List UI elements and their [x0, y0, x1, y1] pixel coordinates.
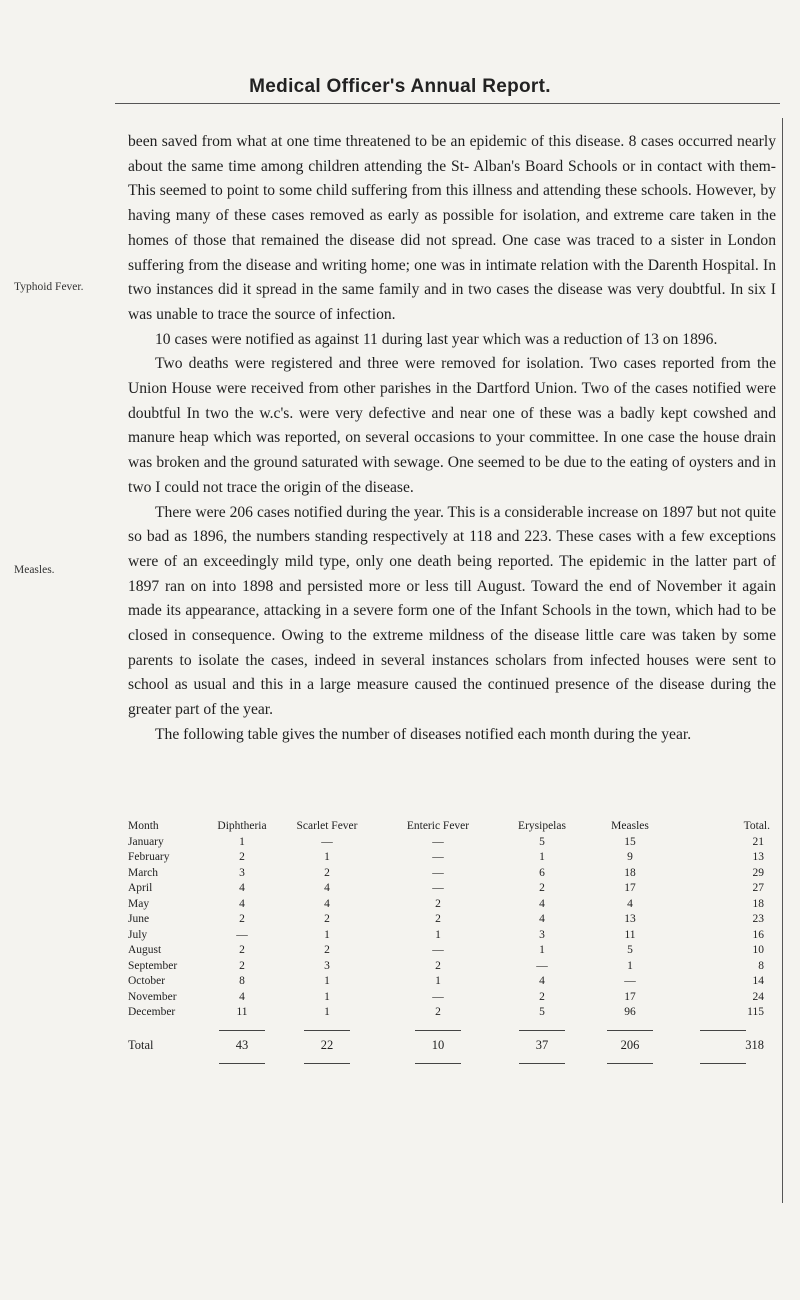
- rule-cell: [128, 1021, 212, 1037]
- monthly-notifications-table: [128, 819, 776, 1069]
- total-cell: 206: [620, 1038, 640, 1052]
- table-row: [128, 990, 776, 1006]
- table-row: [128, 974, 776, 990]
- paragraph: Two deaths were registered and three were removed for isolation. Two cases reported from the Union House were received from other parishes in the Dartford Union. Two of the cases notified were doubtful In two the w.c's. were very defective and near one of these was a badly kept cowshed and manure heap which was reported, on several occasions to your committee. In one case the house drain was broken and the ground saturated with sewage. One seemed to be due to the eating of oysters and in two I could not trace the origin of the disease.: [128, 355, 776, 496]
- month-cell: December: [128, 1006, 176, 1018]
- underline: [219, 1063, 265, 1064]
- paragraph: The following table gives the number of diseases notified each month during the year.: [155, 725, 692, 743]
- table-cell: 11: [624, 928, 636, 941]
- table-cell: —: [432, 851, 444, 863]
- rule-cell: [128, 1054, 212, 1070]
- column-header: Diphtheria: [217, 820, 267, 832]
- table-cell: 2: [435, 913, 441, 925]
- underline: [219, 1030, 265, 1031]
- table-row: [128, 835, 776, 851]
- table-cell: 16: [752, 928, 764, 941]
- margin-note-measles: Measles.: [14, 564, 55, 576]
- table-cell: 4: [324, 897, 330, 910]
- underline: [415, 1063, 461, 1064]
- paragraph: 10 cases were notified as against 11 during last year which was a reduction of 13 on 1896.: [155, 330, 718, 348]
- table-cell: 4: [239, 882, 245, 894]
- table-row: [128, 881, 776, 897]
- table-cell: 8: [239, 975, 245, 987]
- table-cell: 14: [752, 975, 764, 987]
- total-cell: 10: [431, 1038, 445, 1052]
- paragraph: been saved from what at one time threatened to be an epidemic of this disease. 8 cases occurred nearly about the same time among children attending the St- Alban's Board Schools or in contact with them- This seemed to point to some child suffering from this illness and attending these schools. However, by having many of these cases removed as early as possible for isolation, and extreme care taken in the homes of those that remained the disease did not spread. One case was traced to a sister in London suffering from the disease and writing home; one was in intimate relation with the Darenth Hospital. In two instances did it spread in the same family and in two cases the disease was very doubtful. In six I was unable to trace the source of infection.: [128, 133, 776, 323]
- table-cell: 1: [539, 944, 545, 956]
- table-cell: —: [236, 928, 248, 941]
- table-cell: 2: [239, 913, 245, 925]
- table-cell: 10: [752, 944, 764, 956]
- underline: [700, 1030, 746, 1031]
- rule-cell: [590, 1054, 670, 1070]
- table-cell: 1: [539, 851, 545, 863]
- rule-cell: [382, 1054, 494, 1070]
- table-cell: 17: [624, 882, 636, 894]
- margin-note-typhoid: Typhoid Fever.: [14, 281, 84, 293]
- table-row: [128, 912, 776, 928]
- underline: [415, 1030, 461, 1031]
- rule-cell: [494, 1021, 590, 1037]
- underline: [700, 1063, 746, 1064]
- total-cell: 318: [745, 1038, 764, 1052]
- column-header: Enteric Fever: [406, 820, 470, 832]
- table-cell: 1: [324, 975, 330, 987]
- underline: [304, 1063, 350, 1064]
- table-cell: —: [432, 882, 444, 894]
- table-cell: —: [624, 975, 636, 987]
- table-cell: 17: [624, 990, 636, 1003]
- month-cell: February: [128, 851, 170, 863]
- table-cell: 1: [324, 1006, 330, 1018]
- table-cell: —: [432, 990, 444, 1003]
- rule-cell: [670, 1021, 776, 1037]
- table-cell: —: [536, 959, 548, 972]
- table-cell: 18: [624, 866, 636, 879]
- column-header: Measles: [611, 820, 649, 832]
- table-cell: 115: [747, 1006, 764, 1018]
- total-cell: 43: [235, 1038, 249, 1052]
- underline: [304, 1030, 350, 1031]
- table-cell: 96: [624, 1006, 636, 1018]
- column-header: Erysipelas: [518, 820, 566, 832]
- table-row: [128, 959, 776, 975]
- table-cell: 2: [435, 1006, 441, 1018]
- month-cell: June: [128, 913, 150, 925]
- table-cell: 4: [627, 897, 633, 910]
- table-row: [128, 1005, 776, 1021]
- column-header: Total.: [743, 820, 770, 832]
- column-header: Scarlet Fever: [296, 820, 358, 832]
- month-cell: August: [128, 944, 162, 956]
- underline: [519, 1063, 565, 1064]
- table-cell: 9: [627, 851, 633, 863]
- table-cell: 1: [435, 928, 441, 941]
- table-cell: 24: [752, 990, 764, 1003]
- table-cell: 2: [239, 944, 245, 956]
- rule-cell: [382, 1021, 494, 1037]
- rule-cell: [212, 1054, 272, 1070]
- table-cell: 2: [435, 959, 441, 972]
- month-cell: May: [128, 897, 150, 910]
- body-text: [128, 130, 776, 748]
- table-cell: 27: [752, 882, 764, 894]
- table-header-row: [128, 819, 776, 835]
- table-cell: 2: [539, 882, 545, 894]
- page-header: Medical Officer's Annual Report.: [249, 76, 551, 97]
- rule-cell: [670, 1054, 776, 1070]
- table-cell: 3: [539, 928, 545, 941]
- month-cell: April: [128, 882, 153, 894]
- table-cell: 4: [239, 897, 245, 910]
- table-cell: —: [432, 835, 444, 848]
- table-cell: 1: [239, 835, 245, 848]
- rule-cell: [590, 1021, 670, 1037]
- table-row: [128, 866, 776, 882]
- table-cell: 6: [539, 866, 545, 879]
- table-cell: 1: [435, 975, 441, 987]
- column-header: Month: [128, 820, 159, 832]
- table-cell: 1: [627, 959, 633, 972]
- total-cell: 22: [320, 1038, 334, 1052]
- table-cell: 29: [752, 866, 764, 879]
- header-rule: [115, 103, 780, 104]
- table-cell: 5: [539, 835, 545, 848]
- table-row: [128, 928, 776, 944]
- table-cell: 4: [239, 990, 245, 1003]
- table-cell: 1: [324, 990, 330, 1003]
- table-cell: 11: [236, 1006, 248, 1018]
- table-cell: 18: [752, 897, 764, 910]
- table-cell: —: [432, 944, 444, 956]
- table-cell: 2: [539, 990, 545, 1003]
- table-cell: 15: [624, 835, 636, 848]
- total-label: Total: [128, 1038, 154, 1052]
- total-cell: 37: [535, 1038, 549, 1052]
- table-cell: 4: [539, 913, 545, 925]
- table-cell: 8: [758, 959, 764, 972]
- table-cell: 2: [239, 959, 245, 972]
- table-cell: 2: [324, 944, 330, 956]
- table-cell: 13: [752, 851, 764, 863]
- table-cell: 21: [752, 835, 764, 848]
- total-row: [128, 1036, 776, 1054]
- month-cell: October: [128, 975, 166, 987]
- table-cell: 3: [324, 959, 330, 972]
- table-row: [128, 943, 776, 959]
- table-row: [128, 897, 776, 913]
- table-cell: 4: [539, 897, 545, 910]
- rule-cell: [494, 1054, 590, 1070]
- table-body: [128, 835, 776, 1070]
- underline: [607, 1063, 653, 1064]
- table-cell: 4: [539, 975, 545, 987]
- margin-rule: [782, 118, 783, 1203]
- month-cell: July: [128, 928, 148, 941]
- table-cell: 2: [435, 897, 441, 910]
- table-cell: 5: [627, 944, 633, 956]
- table-cell: 2: [324, 866, 330, 879]
- table-row: [128, 850, 776, 866]
- table-cell: 3: [239, 866, 245, 879]
- total-rule-row: [128, 1054, 776, 1070]
- month-cell: January: [128, 835, 164, 848]
- total-rule-row: [128, 1021, 776, 1037]
- month-cell: September: [128, 959, 178, 972]
- table-cell: 23: [752, 913, 764, 925]
- table-cell: 5: [539, 1006, 545, 1018]
- table-cell: —: [321, 835, 333, 848]
- paragraph: There were 206 cases notified during the year. This is a considerable increase on 1897 but not quite so bad as 1896, the numbers standing respectively at 118 and 223. These cases with a few exceptions were of an exceedingly mild type, only one death being reported. The epidemic in the latter part of 1897 ran on into 1898 and persisted more or less till August. Toward the end of November it again made its appearance, attacking in a severe form one of the Infant Schools in the town, which had to be closed in consequence. Owing to the extreme mildness of the disease little care was taken by some parents to isolate the cases, indeed in several instances scholars from infected houses were sent to school as usual and this in a large measure caused the continued presence of the disease during the greater part of the year.: [128, 503, 776, 719]
- underline: [519, 1030, 565, 1031]
- table-cell: 1: [324, 851, 330, 863]
- underline: [607, 1030, 653, 1031]
- table-cell: 2: [239, 851, 245, 863]
- table-cell: 2: [324, 913, 330, 925]
- table-cell: 4: [324, 882, 330, 894]
- table-cell: 13: [624, 913, 636, 925]
- rule-cell: [272, 1021, 382, 1037]
- month-cell: November: [128, 990, 177, 1003]
- rule-cell: [212, 1021, 272, 1037]
- month-cell: March: [128, 866, 159, 879]
- rule-cell: [272, 1054, 382, 1070]
- table-cell: —: [432, 866, 444, 879]
- table-cell: 1: [324, 928, 330, 941]
